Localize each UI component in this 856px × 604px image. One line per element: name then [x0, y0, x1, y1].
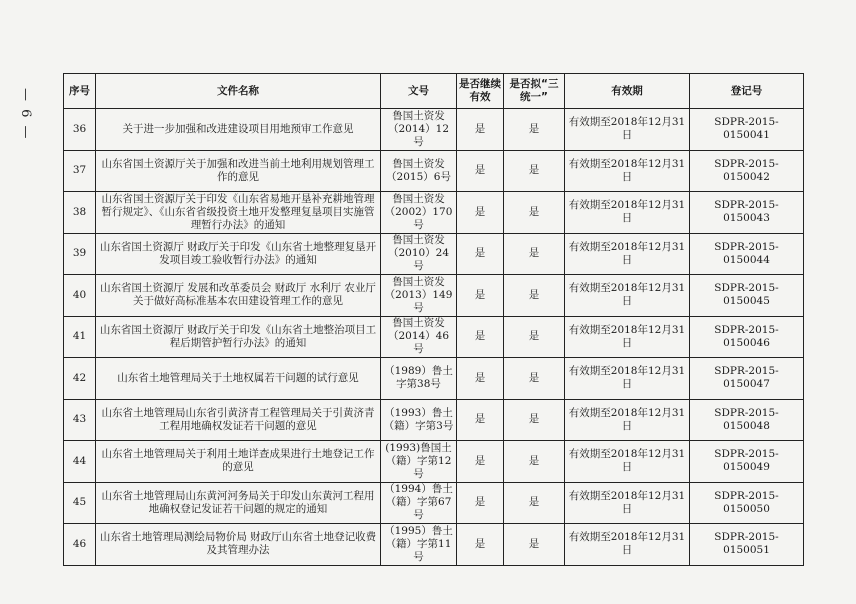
cell-validity: 有效期至2018年12月31日: [565, 524, 690, 566]
cell-file-name: 山东省国土资源厅关于印发《山东省易地开垦补充耕地管理暂行规定》、《山东省省级投资土地开发整理复垦项目实施管理暂行办法》的通知: [96, 192, 381, 234]
cell-reg-no: SDPR-2015-0150047: [690, 358, 804, 400]
cell-seq: 41: [64, 316, 96, 358]
cell-three-in-one: 是: [504, 399, 565, 441]
cell-validity: 有效期至2018年12月31日: [565, 150, 690, 192]
cell-three-in-one: 是: [504, 316, 565, 358]
cell-file-name: 山东省国土资源厅 财政厅关于印发《山东省土地整治项目工程后期管护暂行办法》的通知: [96, 316, 381, 358]
cell-three-in-one: 是: [504, 150, 565, 192]
cell-seq: 45: [64, 482, 96, 524]
cell-validity: 有效期至2018年12月31日: [565, 482, 690, 524]
cell-doc-no: （1989）鲁土字第38号: [381, 358, 457, 400]
cell-seq: 46: [64, 524, 96, 566]
cell-three-in-one: 是: [504, 358, 565, 400]
cell-continue: 是: [457, 150, 504, 192]
cell-three-in-one: 是: [504, 109, 565, 151]
header-doc-no: 文号: [381, 74, 457, 109]
table-row: [64, 192, 804, 234]
header-three-in-one: 是否拟“三统一”: [504, 74, 565, 109]
cell-validity: 有效期至2018年12月31日: [565, 399, 690, 441]
page-number: — 6 —: [18, 88, 33, 141]
cell-validity: 有效期至2018年12月31日: [565, 358, 690, 400]
cell-continue: 是: [457, 358, 504, 400]
table-row: [64, 109, 804, 151]
table-row: [64, 441, 804, 483]
cell-validity: 有效期至2018年12月31日: [565, 441, 690, 483]
cell-continue: 是: [457, 482, 504, 524]
cell-reg-no: SDPR-2015-0150045: [690, 275, 804, 317]
cell-continue: 是: [457, 233, 504, 275]
cell-reg-no: SDPR-2015-0150051: [690, 524, 804, 566]
document-table: [63, 73, 804, 566]
header-continue: 是否继续有效: [457, 74, 504, 109]
cell-continue: 是: [457, 316, 504, 358]
cell-doc-no: 鲁国土资发（2015）6号: [381, 150, 457, 192]
header-validity: 有效期: [565, 74, 690, 109]
table-row: [64, 233, 804, 275]
table-row: [64, 358, 804, 400]
table-row: [64, 150, 804, 192]
cell-reg-no: SDPR-2015-0150041: [690, 109, 804, 151]
cell-reg-no: SDPR-2015-0150043: [690, 192, 804, 234]
table-row: [64, 316, 804, 358]
cell-file-name: 山东省国土资源厅 财政厅关于印发《山东省土地整理复垦开发项目竣工验收暂行办法》的通知: [96, 233, 381, 275]
cell-reg-no: SDPR-2015-0150044: [690, 233, 804, 275]
cell-three-in-one: 是: [504, 275, 565, 317]
cell-doc-no: (1993)鲁国土（籍）字第12号: [381, 441, 457, 483]
cell-reg-no: SDPR-2015-0150048: [690, 399, 804, 441]
cell-doc-no: （1994）鲁土（籍）字第67号: [381, 482, 457, 524]
cell-file-name: 山东省土地管理局关于利用土地详查成果进行土地登记工作的意见: [96, 441, 381, 483]
cell-seq: 39: [64, 233, 96, 275]
table-row: [64, 399, 804, 441]
header-seq: 序号: [64, 74, 96, 109]
cell-doc-no: （1993）鲁土（籍）字第3号: [381, 399, 457, 441]
cell-three-in-one: 是: [504, 524, 565, 566]
cell-continue: 是: [457, 441, 504, 483]
cell-file-name: 山东省土地管理局山东黄河河务局关于印发山东黄河工程用地确权登记发证若干问题的规定的通知: [96, 482, 381, 524]
cell-file-name: 山东省土地管理局测绘局物价局 财政厅山东省土地登记收费及其管理办法: [96, 524, 381, 566]
cell-validity: 有效期至2018年12月31日: [565, 316, 690, 358]
cell-validity: 有效期至2018年12月31日: [565, 275, 690, 317]
table-row: [64, 275, 804, 317]
cell-doc-no: 鲁国土资发（2002）170号: [381, 192, 457, 234]
cell-doc-no: 鲁国土资发（2013）149号: [381, 275, 457, 317]
cell-doc-no: 鲁国土资发（2010）24号: [381, 233, 457, 275]
cell-validity: 有效期至2018年12月31日: [565, 192, 690, 234]
header-reg-no: 登记号: [690, 74, 804, 109]
cell-reg-no: SDPR-2015-0150049: [690, 441, 804, 483]
cell-seq: 44: [64, 441, 96, 483]
cell-seq: 37: [64, 150, 96, 192]
cell-file-name: 关于进一步加强和改进建设项目用地预审工作意见: [96, 109, 381, 151]
cell-three-in-one: 是: [504, 441, 565, 483]
cell-file-name: 山东省国土资源厅 发展和改革委员会 财政厅 水利厅 农业厅关于做好高标准基本农田建设管理工作的意见: [96, 275, 381, 317]
cell-reg-no: SDPR-2015-0150050: [690, 482, 804, 524]
cell-reg-no: SDPR-2015-0150042: [690, 150, 804, 192]
cell-three-in-one: 是: [504, 233, 565, 275]
cell-seq: 43: [64, 399, 96, 441]
cell-continue: 是: [457, 399, 504, 441]
cell-continue: 是: [457, 524, 504, 566]
cell-seq: 36: [64, 109, 96, 151]
cell-doc-no: 鲁国土资发（2014）46号: [381, 316, 457, 358]
table-row: [64, 524, 804, 566]
cell-doc-no: （1995）鲁土（籍）字第11号: [381, 524, 457, 566]
cell-file-name: 山东省土地管理局山东省引黄济青工程管理局关于引黄济青工程用地确权发证若干问题的意见: [96, 399, 381, 441]
table-row: [64, 482, 804, 524]
cell-seq: 42: [64, 358, 96, 400]
cell-seq: 38: [64, 192, 96, 234]
header-name: 文件名称: [96, 74, 381, 109]
header-row: [64, 74, 804, 109]
cell-reg-no: SDPR-2015-0150046: [690, 316, 804, 358]
cell-continue: 是: [457, 109, 504, 151]
cell-doc-no: 鲁国土资发（2014）12号: [381, 109, 457, 151]
cell-three-in-one: 是: [504, 192, 565, 234]
cell-file-name: 山东省国土资源厅关于加强和改进当前土地利用规划管理工作的意见: [96, 150, 381, 192]
cell-file-name: 山东省土地管理局关于土地权属若干问题的试行意见: [96, 358, 381, 400]
cell-validity: 有效期至2018年12月31日: [565, 233, 690, 275]
cell-validity: 有效期至2018年12月31日: [565, 109, 690, 151]
cell-three-in-one: 是: [504, 482, 565, 524]
cell-seq: 40: [64, 275, 96, 317]
cell-continue: 是: [457, 275, 504, 317]
cell-continue: 是: [457, 192, 504, 234]
